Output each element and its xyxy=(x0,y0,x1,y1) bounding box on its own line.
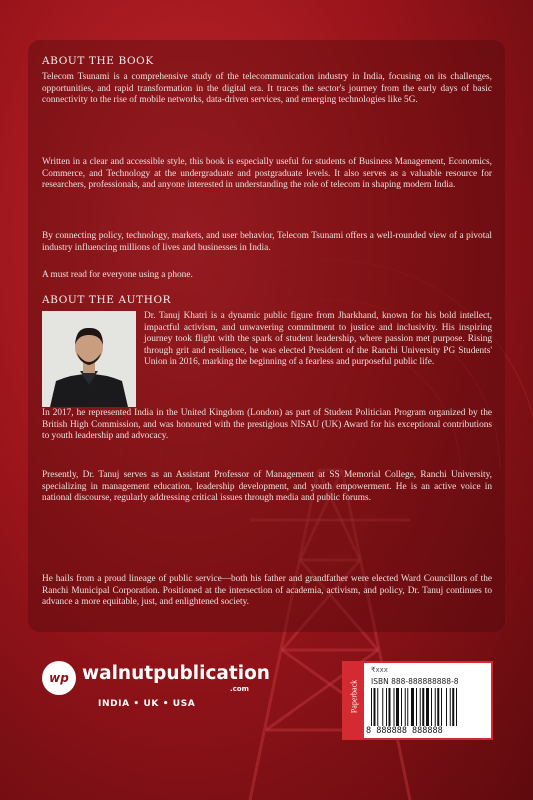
publisher-domain-suffix: .com xyxy=(230,685,249,693)
barcode-bar xyxy=(426,688,429,726)
isbn-label: ISBN 888-888888888-8 xyxy=(371,677,459,686)
barcode-bar xyxy=(389,688,391,726)
about-author-heading: ABOUT THE AUTHOR xyxy=(42,294,172,306)
about-author-paragraph-4: He hails from a proud lineage of public service—both his father and grandfather were elected Ward Councillors of the Ranchi Municipal Corporation. Positioned at the intersection of academia, activism, and policy, Dr. Tanuj continues to advance a more equitable, just, and enlightened society. xyxy=(42,574,492,608)
about-book-paragraph-4: A must read for everyone using a phone. xyxy=(42,270,193,280)
barcode-bar xyxy=(441,688,442,726)
barcode-bar xyxy=(405,688,406,726)
barcode-bar xyxy=(431,688,432,726)
about-author-paragraph-1: Dr. Tanuj Khatri is a dynamic public figure from Jharkhand, known for his bold intellect, impactful activism, and unwavering commitment to justice and inclusivity. His inspiring journey took flight with the spark of student leadership, where passion met purpose. Rising through grit and resilience, he was elected President of the Ranchi University PG Students' Union in 2016, marking the beginning of a fearless and purposeful public life. xyxy=(144,311,492,368)
about-book-paragraph-2: Written in a clear and accessible style, this book is especially useful for students of Business Management, Economics, Commerce, and Technology at the undergraduate and postgraduate levels. It also serves as a valuable resource for researchers, professionals, and anyone interested in understanding the role of telecom in shaping modern India. xyxy=(42,157,492,191)
barcode-bar xyxy=(394,688,395,726)
publisher-logo-mark: wp xyxy=(42,661,76,695)
barcode-bar xyxy=(382,688,383,726)
barcode-bar xyxy=(377,688,378,726)
barcode-bar xyxy=(374,688,376,726)
about-book-paragraph-3: By connecting policy, technology, markets, and user behavior, Telecom Tsunami offers a well-rounded view of a pivotal industry influencing millions of lives and businesses in India. xyxy=(42,231,492,253)
barcode-box xyxy=(342,661,493,740)
barcode-bar xyxy=(452,688,454,726)
author-photo xyxy=(42,311,136,407)
barcode-bar xyxy=(396,688,399,726)
barcode-bar xyxy=(450,688,451,726)
barcode-bar xyxy=(420,688,421,726)
barcode-bars xyxy=(371,688,489,726)
barcode-bar xyxy=(416,688,417,726)
barcode-bar xyxy=(371,688,372,726)
barcode-bar xyxy=(435,688,436,726)
barcode-bar xyxy=(456,688,457,726)
barcode-bar xyxy=(386,688,387,726)
barcode-bar xyxy=(422,688,424,726)
about-book-heading: ABOUT THE BOOK xyxy=(42,55,154,67)
about-author-paragraph-2: In 2017, he represented India in the United Kingdom (London) as part of Student Politician Program organized by the British High Commission, and was honoured with the prestigious NISAU (UK) Award for his exceptional contributions to youth leadership and advocacy. xyxy=(42,408,492,442)
publisher-countries: INDIA • UK • USA xyxy=(98,699,196,709)
format-label: Paperback xyxy=(349,679,359,714)
barcode-bar xyxy=(411,688,414,726)
format-label-strip xyxy=(344,663,364,738)
price-label: ₹xxx xyxy=(371,666,388,674)
barcode-bar xyxy=(437,688,439,726)
barcode-bar xyxy=(446,688,447,726)
barcode-digits: 8 888888 888888 xyxy=(366,726,443,736)
barcode-bar xyxy=(407,688,408,726)
about-book-paragraph-1: Telecom Tsunami is a comprehensive study of the telecommunication industry in India, focusing on its challenges, opportunities, and rapid transformation in the digital era. It traces the sector's journey from the early days of basic connectivity to the rise of mobile networks, data-driven services, and emerging technologies like 5G. xyxy=(42,72,492,106)
barcode-bar xyxy=(401,688,402,726)
publisher-name: walnutpublication xyxy=(82,663,270,684)
about-author-paragraph-3: Presently, Dr. Tanuj serves as an Assistant Professor of Management at SS Memorial College, Ranchi University, specializing in management education, leadership development, and youth empowerment. He is an active voice in national discourse, regularly addressing critical issues through media and public forums. xyxy=(42,470,492,504)
